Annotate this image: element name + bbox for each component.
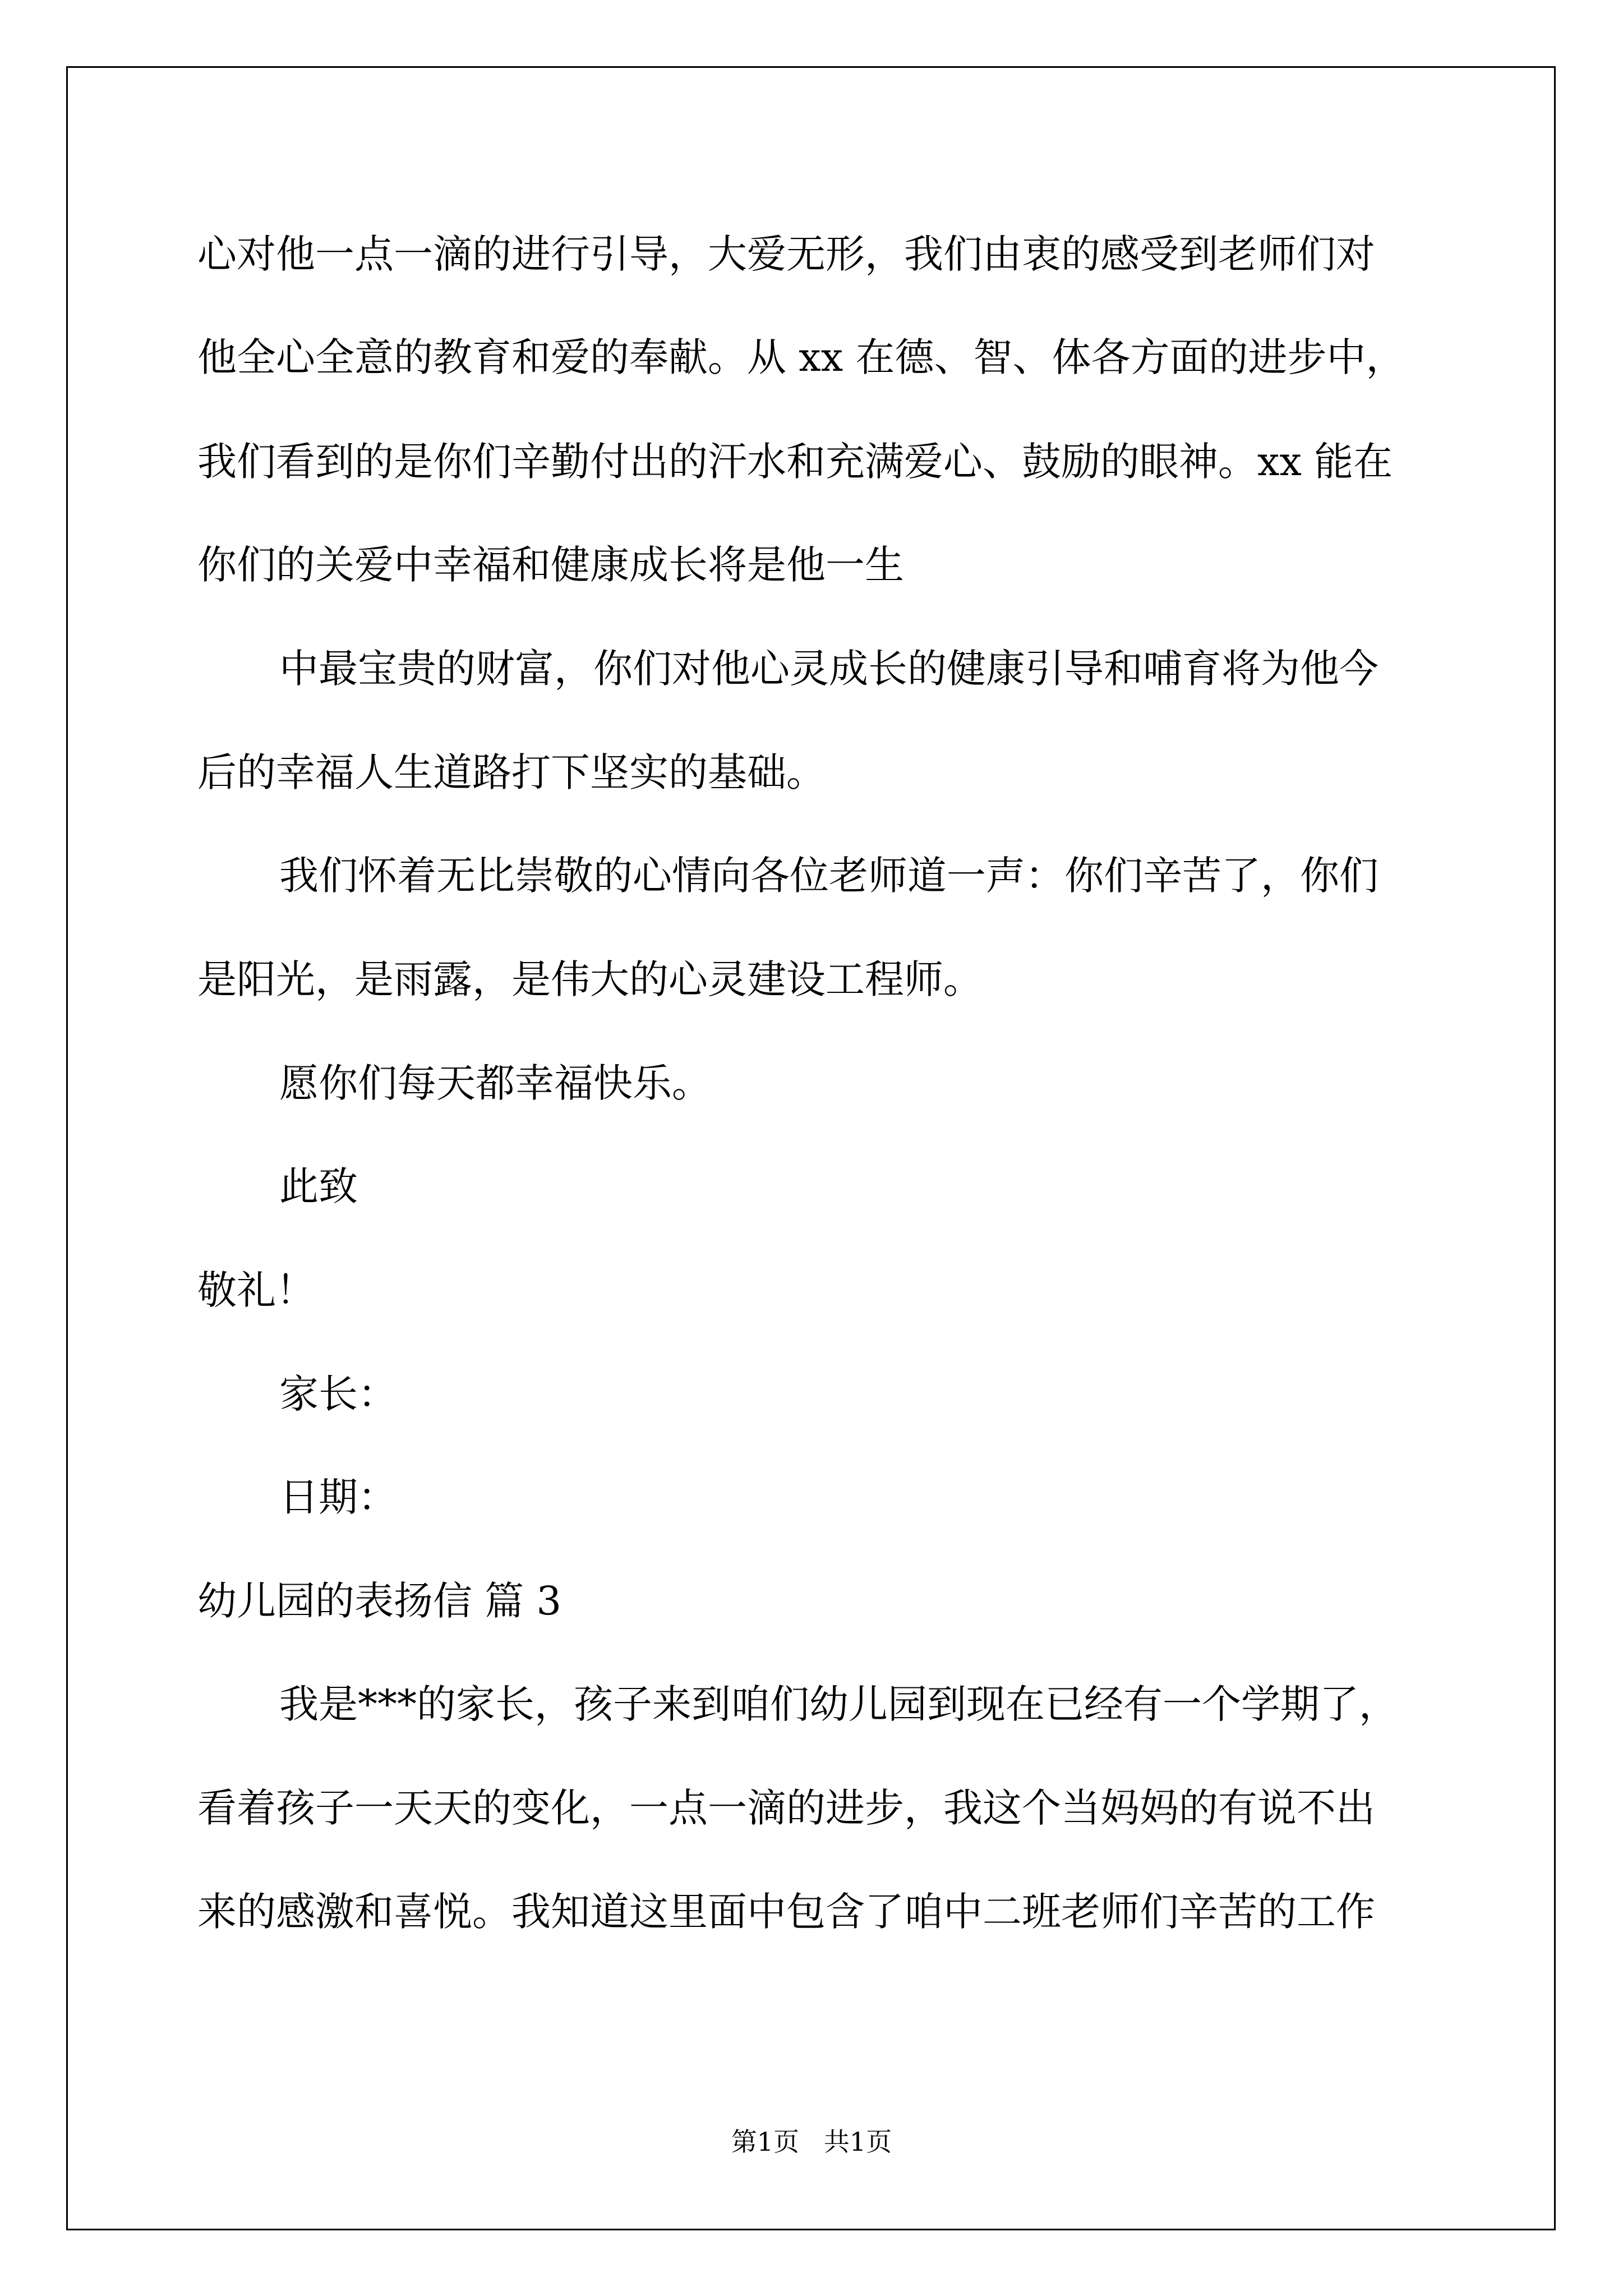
- signature-parent: 家长：: [279, 1371, 397, 1417]
- text-line-6: 后的幸福人生道路打下坚实的基础。: [197, 749, 826, 795]
- text-line-8: 是阳光，是雨露，是伟大的心灵建设工程师。: [197, 956, 983, 1002]
- text-line-16: 看着孩子一天天的变化，一点一滴的进步，我这个当妈妈的有说不出: [197, 1785, 1375, 1831]
- closing-respect: 敬礼！: [197, 1267, 315, 1313]
- section-heading: 幼儿园的表扬信 篇 3: [197, 1578, 562, 1624]
- text-line-7: 我们怀着无比崇敬的心情向各位老师道一声：你们辛苦了，你们: [279, 853, 1378, 899]
- text-line-3: 我们看到的是你们辛勤付出的汗水和充满爱心、鼓励的眼神。xx 能在: [197, 439, 1393, 485]
- text-line-4: 你们的关爱中幸福和健康成长将是他一生: [197, 542, 904, 588]
- text-line-5: 中最宝贵的财富，你们对他心灵成长的健康引导和哺育将为他今: [279, 646, 1378, 692]
- text-line-2: 他全心全意的教育和爱的奉献。从 xx 在德、智、体各方面的进步中，: [197, 334, 1405, 380]
- text-line-17: 来的感激和喜悦。我知道这里面中包含了咱中二班老师们辛苦的工作: [197, 1889, 1375, 1935]
- text-line-9: 愿你们每天都幸福快乐。: [279, 1060, 711, 1106]
- text-line-1: 心对他一点一滴的进行引导，大爱无形，我们由衷的感受到老师们对: [197, 231, 1375, 277]
- text-line-15: 我是***的家长，孩子来到咱们幼儿园到现在已经有一个学期了，: [279, 1681, 1398, 1727]
- page-footer: 第1页 共1页: [731, 2127, 892, 2157]
- signature-date: 日期：: [279, 1474, 397, 1520]
- closing-salutation: 此致: [279, 1163, 358, 1209]
